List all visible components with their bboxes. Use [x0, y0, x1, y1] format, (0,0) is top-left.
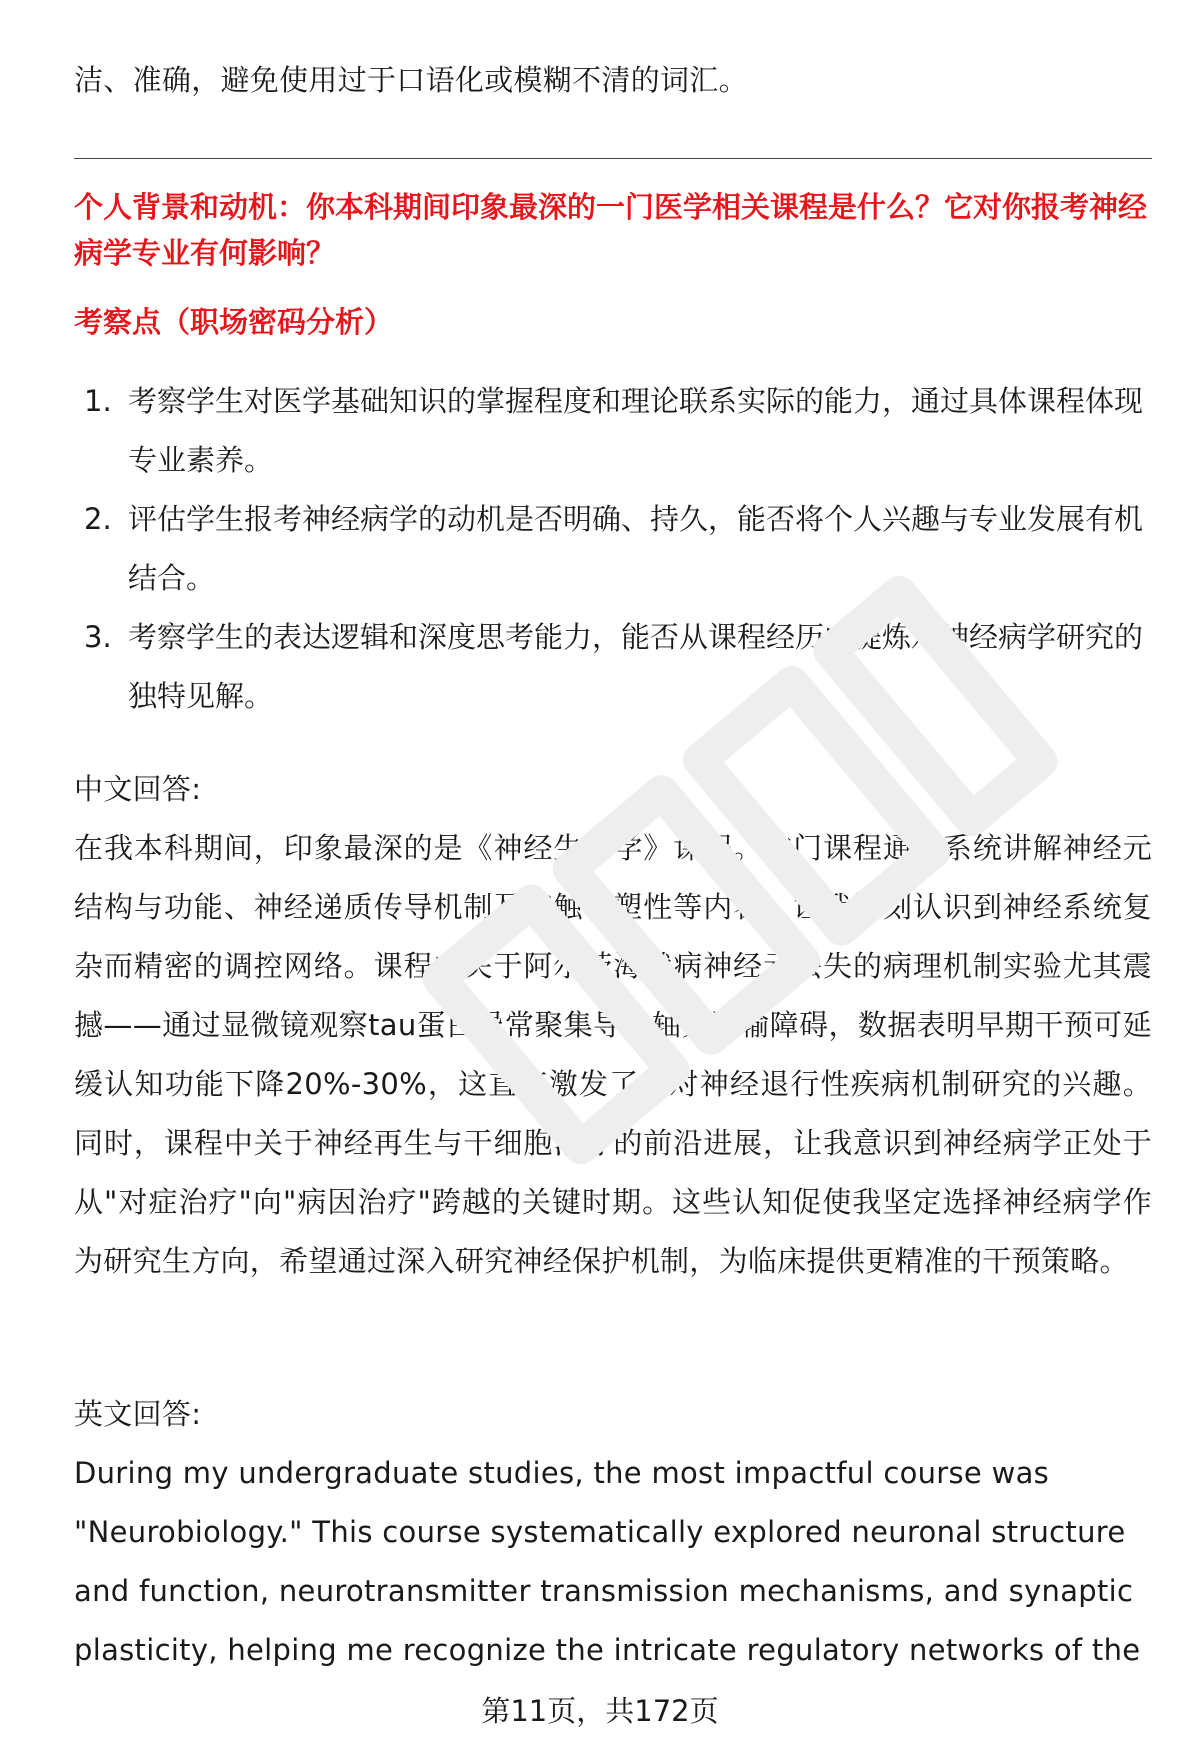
- point-text: 考察学生的表达逻辑和深度思考能力，能否从课程经历中提炼对神经病学研究的独特见解。: [128, 620, 1144, 713]
- analysis-point: [74, 372, 1152, 490]
- point-number: 1.: [84, 384, 112, 418]
- chinese-answer-label: 中文回答:: [74, 772, 202, 806]
- analysis-point: [74, 608, 1152, 726]
- point-number: 2.: [84, 502, 112, 536]
- question-heading: 个人背景和动机：你本科期间印象最深的一门医学相关课程是什么？它对你报考神经病学专业有何影响？: [74, 190, 1148, 270]
- point-number: 3.: [84, 620, 112, 654]
- analysis-heading: 考察点（职场密码分析）: [74, 305, 394, 339]
- analysis-point: [74, 490, 1152, 608]
- chinese-answer: 在我本科期间，印象最深的是《神经生物学》课程。这门课程通过系统讲解神经元结构与功能、神经递质传导机制及突触可塑性等内容，让我深刻认识到神经系统复杂而精密的调控网络。课程中关于阿尔茨海默病神经元丢失的病理机制实验尤其震撼——通过显微镜观察tau蛋白异常聚集导致轴突运输障碍，数据表明早期干预可延缓认知功能下降20%-30%，这直接激发了我对神经退行性疾病机制研究的兴趣。同时，课程中关于神经再生与干细胞治疗的前沿进展，让我意识到神经病学正处于从"对症治疗"向"病因治疗"跨越的关键时期。这些认知促使我坚定选择神经病学作为研究生方向，希望通过深入研究神经保护机制，为临床提供更精准的干预策略。: [74, 831, 1152, 1278]
- page-footer: 第11页，共172页: [481, 1694, 719, 1728]
- section-divider: [74, 158, 1152, 159]
- analysis-points-list: [74, 372, 1152, 726]
- continuation-paragraph: 洁、准确，避免使用过于口语化或模糊不清的词汇。: [74, 63, 748, 97]
- english-answer: During my undergraduate studies, the most impactful course was "Neurobiology." This course systematically explored neuronal structure and function, neurotransmitter transmission mechanisms, and synaptic plasticity, helping me recognize the intricate regulatory networks of the: [74, 1456, 1141, 1667]
- point-text: 评估学生报考神经病学的动机是否明确、持久，能否将个人兴趣与专业发展有机结合。: [128, 502, 1144, 595]
- point-text: 考察学生对医学基础知识的掌握程度和理论联系实际的能力，通过具体课程体现专业素养。: [128, 384, 1144, 477]
- english-answer-label: 英文回答:: [74, 1397, 202, 1431]
